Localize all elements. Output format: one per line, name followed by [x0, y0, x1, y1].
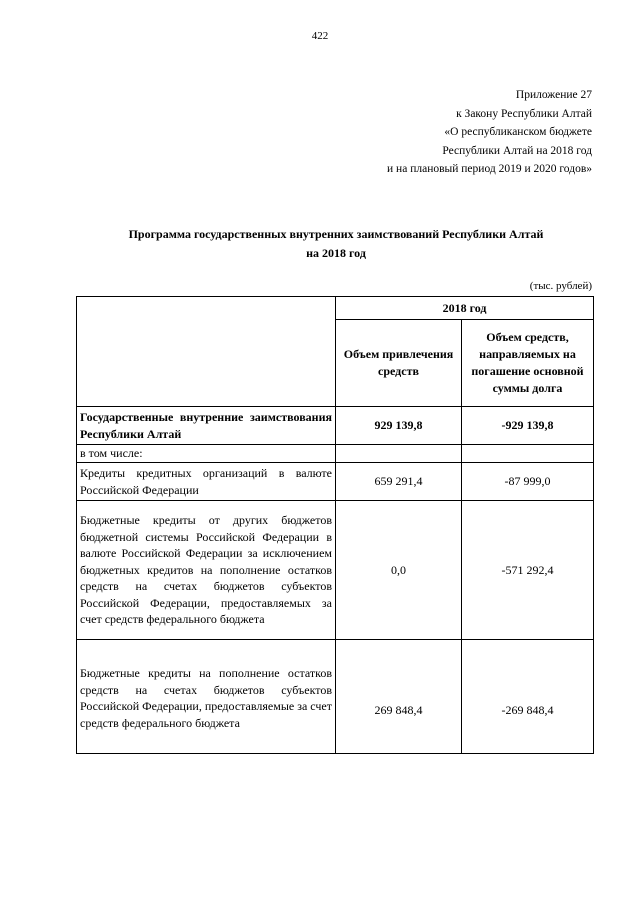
- row-repay: -87 999,0: [462, 463, 594, 501]
- table-row: [77, 407, 594, 445]
- row-repay: -269 848,4: [462, 640, 594, 754]
- header-repay: Объем средств, направляемых на погашение основной суммы долга: [462, 320, 594, 407]
- row-name: Бюджетные кредиты от других бюджетов бюджетной системы Российской Федерации в валюте Российской Федерации за исключением бюджетных кредитов на пополнение остатков средств на счетах бюджетов субъектов Российской Федерации, предоставляемых за счет средств федерального бюджета: [77, 501, 336, 640]
- appendix-heading: [387, 86, 592, 179]
- table-row: [77, 501, 594, 640]
- table-row: [77, 445, 594, 463]
- year-header: 2018 год: [336, 297, 594, 320]
- appendix-line: Приложение 27: [515, 89, 592, 101]
- appendix-line: и на плановый период 2019 и 2020 годов»: [387, 163, 592, 175]
- appendix-line: Республики Алтай на 2018 год: [442, 144, 592, 157]
- header-raise: Объем привлечения средств: [336, 320, 462, 407]
- row-raise: 0,0: [336, 501, 462, 640]
- title-line-1: Программа государственных внутренних заимствований Республики Алтай: [128, 227, 544, 241]
- row-name: Государственные внутренние заимствования Республики Алтай: [77, 407, 336, 445]
- document-title: [0, 225, 640, 263]
- row-name: Бюджетные кредиты на пополнение остатков средств на счетах бюджетов субъектов Российской Федерации, предоставляемые за счет средств федерального бюджета: [77, 640, 336, 754]
- row-repay: -571 292,4: [462, 501, 594, 640]
- appendix-line: к Закону Республики Алтай: [456, 107, 592, 120]
- row-repay: [462, 445, 594, 463]
- row-raise: 659 291,4: [336, 463, 462, 501]
- table-row: [77, 640, 594, 754]
- borrowings-table: [76, 296, 594, 754]
- title-line-2: на 2018 год: [306, 246, 366, 260]
- appendix-line: «О республиканском бюджете: [444, 126, 592, 138]
- table-header-row: [77, 297, 594, 320]
- row-name: Кредиты кредитных организаций в валюте Российской Федерации: [77, 463, 336, 501]
- row-raise: [336, 445, 462, 463]
- table-row: [77, 463, 594, 501]
- header-empty-cell: [77, 297, 336, 407]
- page-number: 422: [311, 30, 329, 42]
- row-repay: -929 139,8: [462, 407, 594, 445]
- units-note: (тыс. рублей): [529, 280, 592, 292]
- row-raise: 269 848,4: [336, 640, 462, 754]
- row-raise: 929 139,8: [336, 407, 462, 445]
- row-name: в том числе:: [77, 445, 336, 463]
